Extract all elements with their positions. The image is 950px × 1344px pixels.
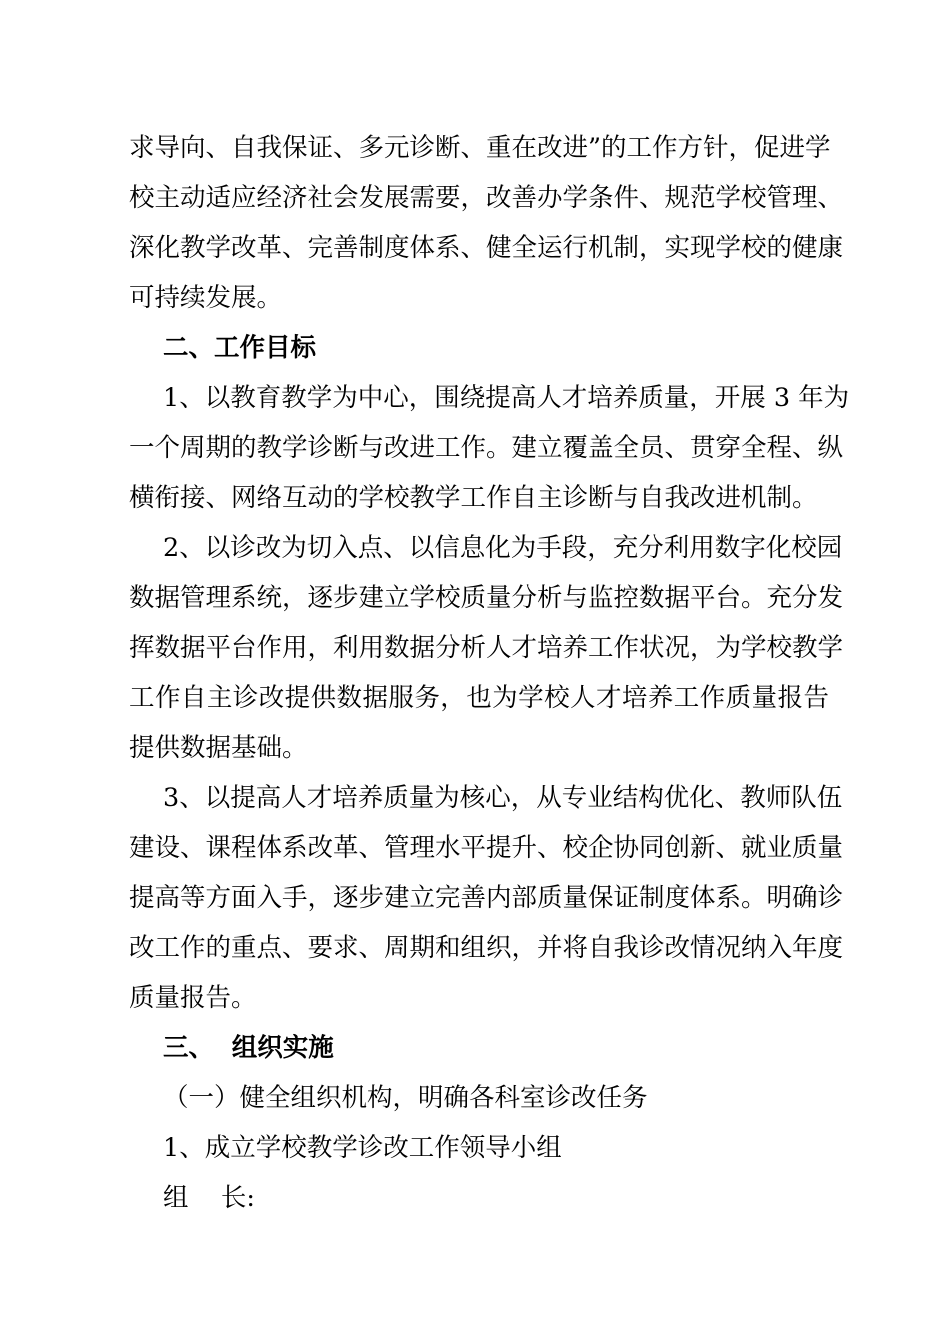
paragraph-line: 提高等方面入手，逐步建立完善内部质量保证制度体系。明确诊 xyxy=(129,883,844,913)
paragraph-line: 质量报告。 xyxy=(129,983,257,1013)
paragraph-line: 求导向、自我保证、多元诊断、重在改进”的工作方针，促进学 xyxy=(129,133,831,163)
paragraph-line: 数据管理系统，逐步建立学校质量分析与监控数据平台。充分发 xyxy=(129,583,844,613)
paragraph-line: 建设、课程体系改革、管理水平提升、校企协同创新、就业质量 xyxy=(129,833,844,863)
subsection-heading: （一）健全组织机构，明确各科室诊改任务 xyxy=(163,1083,648,1113)
paragraph-line: 组 长: xyxy=(163,1183,256,1213)
paragraph-line: 改工作的重点、要求、周期和组织，并将自我诊改情况纳入年度 xyxy=(129,933,844,963)
paragraph-line: 1、以教育教学为中心，围绕提高人才培养质量，开展 3 年为 xyxy=(163,383,850,413)
paragraph-line: 校主动适应经济社会发展需要，改善办学条件、规范学校管理、 xyxy=(129,183,844,213)
paragraph-line: 一个周期的教学诊断与改进工作。建立覆盖全员、贯穿全程、纵 xyxy=(129,433,844,463)
paragraph-line: 2、以诊改为切入点、以信息化为手段，充分利用数字化校园 xyxy=(163,533,843,563)
paragraph-line: 可持续发展。 xyxy=(129,283,283,313)
paragraph-line: 提供数据基础。 xyxy=(129,733,308,763)
paragraph-line: 深化教学改革、完善制度体系、健全运行机制，实现学校的健康 xyxy=(129,233,844,263)
paragraph-line: 工作自主诊改提供数据服务，也为学校人才培养工作质量报告 xyxy=(129,683,829,713)
section-heading-implementation: 三、 组织实施 xyxy=(163,1033,334,1063)
paragraph-line: 3、以提高人才培养质量为核心，从专业结构优化、教师队伍 xyxy=(163,783,843,813)
section-heading-goals: 二、工作目标 xyxy=(163,333,317,363)
paragraph-line: 1、成立学校教学诊改工作领导小组 xyxy=(163,1133,562,1163)
paragraph-line: 挥数据平台作用，利用数据分析人才培养工作状况，为学校教学 xyxy=(129,633,844,663)
paragraph-line: 横衔接、网络互动的学校教学工作自主诊断与自我改进机制。 xyxy=(129,483,818,513)
